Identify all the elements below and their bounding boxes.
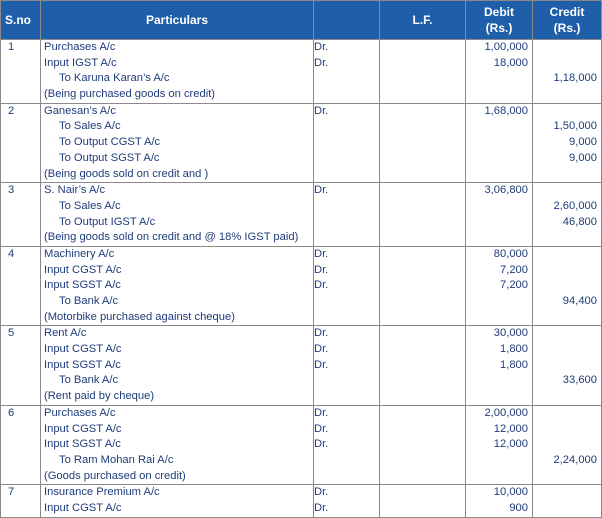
credit-amount: 9,000: [569, 136, 597, 149]
particulars-line: Insurance Premium A/c: [44, 486, 160, 499]
dr-marker: Dr.: [314, 343, 329, 356]
particulars-line: Input SGST A/c: [44, 438, 121, 451]
credit-cell: [533, 183, 602, 247]
particulars-cell: [41, 40, 314, 104]
particulars-cell: [41, 246, 314, 325]
credit-header: [533, 1, 602, 40]
lf-blank: [380, 263, 465, 279]
entry-number: 7: [8, 486, 15, 499]
entry-number-lines: [1, 40, 40, 56]
lf-blank: [380, 230, 465, 246]
entry-number-lines: [1, 104, 40, 120]
particulars-header: Particulars: [41, 1, 314, 40]
particulars-line: Purchases A/c: [44, 41, 116, 53]
narration: (Being goods sold on credit and @ 18% IGST paid): [44, 231, 299, 244]
credit-cell: [533, 246, 602, 325]
debit-amount: 10,000: [493, 486, 528, 499]
entry-number-cell: [1, 40, 41, 104]
credit-amount: [533, 104, 601, 120]
credit-amount: 33,600: [562, 374, 597, 387]
dr-marker: [314, 71, 379, 87]
dr-marker: Dr.: [314, 263, 329, 276]
table-row: [1, 40, 602, 104]
dr-marker: [314, 230, 379, 246]
debit-amount: 3,06,800: [484, 184, 528, 197]
credit-cell-lines: [533, 326, 601, 404]
debit-amount: 12,000: [493, 422, 528, 435]
lf-blank: [380, 326, 465, 342]
lf-blank: [380, 104, 465, 120]
entry-number-cell: [1, 103, 41, 182]
lf-cell: [380, 103, 466, 182]
dr-marker: [314, 135, 379, 151]
credit-cell: [533, 485, 602, 517]
lf-cell: [380, 183, 466, 247]
narration: (Being purchased goods on credit): [44, 88, 216, 101]
dr-marker: [314, 151, 379, 167]
credit-amount: 1,18,000: [553, 72, 597, 85]
debit-cell: [466, 103, 533, 182]
debit-cell: [466, 183, 533, 247]
credit-amount: 2,24,000: [553, 453, 597, 466]
dr-marker: [314, 453, 379, 469]
entry-number-lines: [1, 485, 40, 501]
debit-amount: [466, 135, 532, 151]
debit-amount: 1,800: [500, 343, 528, 356]
lf-blank: [380, 215, 465, 231]
particulars-cell-lines: [41, 406, 313, 484]
credit-cell-lines: [533, 485, 601, 516]
lf-header: L.F.: [380, 1, 466, 40]
debit-amount: 7,200: [500, 279, 528, 292]
particulars-cell-lines: [41, 485, 313, 516]
entry-number-cell: [1, 326, 41, 405]
particulars-cell: [41, 405, 314, 484]
dr-marker-cell-lines: [314, 104, 379, 182]
credit-amount: [533, 358, 601, 374]
credit-amount: [533, 310, 601, 326]
debit-amount: 12,000: [493, 438, 528, 451]
credit-amount: 46,800: [562, 215, 597, 228]
particulars-line: Input SGST A/c: [44, 358, 121, 371]
particulars-line: Rent A/c: [44, 327, 87, 340]
dr-marker-cell: [314, 405, 380, 484]
dr-marker: [314, 215, 379, 231]
particulars-cell-lines: [41, 104, 313, 182]
dr-marker-cell: [314, 246, 380, 325]
debit-amount: [466, 151, 532, 167]
credit-cell: [533, 103, 602, 182]
lf-cell: [380, 40, 466, 104]
lf-cell: [380, 246, 466, 325]
dr-marker-cell: [314, 326, 380, 405]
debit-header-label: Debit: [484, 5, 514, 19]
particulars-line: Input CGST A/c: [44, 343, 122, 356]
entry-number-lines: [1, 406, 40, 422]
dr-marker-cell-lines: [314, 247, 379, 325]
narration: (Being goods sold on credit and ): [44, 167, 209, 180]
particulars-line: Input SGST A/c: [44, 279, 121, 292]
table-row: [1, 103, 602, 182]
credit-amount: [533, 167, 601, 183]
lf-blank: [380, 247, 465, 263]
lf-blank: [380, 56, 465, 72]
dr-marker-cell: [314, 485, 380, 517]
debit-amount: [466, 230, 532, 246]
debit-amount: 900: [509, 501, 528, 514]
dr-marker: [314, 469, 379, 485]
credit-amount: [533, 342, 601, 358]
dr-marker: [314, 119, 379, 135]
dr-marker-header: [314, 1, 380, 40]
entry-number-cell: [1, 405, 41, 484]
debit-amount: [466, 294, 532, 310]
lf-blank: [380, 151, 465, 167]
particulars-line: To Sales A/c: [59, 120, 121, 133]
dr-marker: Dr.: [314, 422, 329, 435]
dr-marker: [314, 373, 379, 389]
narration: (Rent paid by cheque): [44, 390, 155, 403]
dr-marker: Dr.: [314, 247, 329, 260]
dr-marker-cell: [314, 183, 380, 247]
credit-header-unit: (Rs.): [553, 21, 581, 35]
particulars-line: Input IGST A/c: [44, 56, 117, 69]
debit-amount: 30,000: [493, 327, 528, 340]
debit-header: [466, 1, 533, 40]
particulars-cell-lines: [41, 40, 313, 103]
sno-header: S.no: [1, 1, 41, 40]
particulars-cell: [41, 326, 314, 405]
dr-marker: Dr.: [314, 358, 329, 371]
particulars-line: To Bank A/c: [59, 295, 119, 307]
debit-cell: [466, 246, 533, 325]
entry-number: 3: [8, 184, 15, 197]
debit-amount: 1,68,000: [484, 104, 528, 117]
debit-amount: [466, 389, 532, 405]
lf-blank: [380, 278, 465, 294]
dr-marker: Dr.: [314, 56, 329, 69]
credit-amount: [533, 389, 601, 405]
entry-number: 4: [8, 247, 15, 260]
particulars-cell-lines: [41, 326, 313, 404]
header-row: [1, 1, 602, 40]
lf-cell-lines: [380, 40, 465, 103]
lf-blank: [380, 167, 465, 183]
dr-marker: Dr.: [314, 41, 329, 53]
dr-marker-cell: [314, 103, 380, 182]
particulars-line: Machinery A/c: [44, 247, 115, 260]
debit-cell: [466, 326, 533, 405]
credit-cell-lines: [533, 247, 601, 325]
credit-amount: [533, 278, 601, 294]
lf-cell-lines: [380, 183, 465, 246]
particulars-line: Input CGST A/c: [44, 501, 122, 514]
lf-blank: [380, 87, 465, 103]
dr-marker: Dr.: [314, 501, 329, 514]
debit-cell: [466, 40, 533, 104]
debit-amount: 1,800: [500, 358, 528, 371]
lf-blank: [380, 135, 465, 151]
credit-cell-lines: [533, 40, 601, 103]
credit-header-label: Credit: [549, 5, 585, 19]
particulars-line: To Output IGST A/c: [59, 215, 156, 228]
particulars-cell-lines: [41, 247, 313, 325]
credit-amount: [533, 406, 601, 422]
dr-marker: [314, 167, 379, 183]
table-row: [1, 405, 602, 484]
credit-cell-lines: [533, 406, 601, 484]
lf-blank: [380, 406, 465, 422]
dr-marker: Dr.: [314, 184, 329, 197]
debit-cell-lines: [466, 247, 532, 325]
dr-marker-cell-lines: [314, 183, 379, 246]
entry-number: 6: [8, 406, 15, 419]
narration: (Goods purchased on credit): [44, 469, 186, 482]
table-row: [1, 246, 602, 325]
table-header: [1, 1, 602, 40]
lf-blank: [380, 437, 465, 453]
entry-number: 2: [8, 104, 15, 117]
dr-marker: [314, 389, 379, 405]
particulars-line: Ganesan’s A/c: [44, 104, 116, 117]
debit-cell-lines: [466, 104, 532, 182]
entry-number-lines: [1, 247, 40, 263]
lf-cell-lines: [380, 326, 465, 404]
particulars-cell: [41, 103, 314, 182]
lf-cell: [380, 326, 466, 405]
lf-blank: [380, 71, 465, 87]
particulars-cell: [41, 485, 314, 517]
credit-cell: [533, 405, 602, 484]
dr-marker-cell-lines: [314, 406, 379, 484]
credit-amount: 9,000: [569, 151, 597, 164]
dr-marker: Dr.: [314, 279, 329, 292]
credit-amount: [533, 247, 601, 263]
particulars-line: Purchases A/c: [44, 406, 116, 419]
entry-number-lines: [1, 183, 40, 199]
lf-cell: [380, 405, 466, 484]
lf-blank: [380, 422, 465, 438]
lf-blank: [380, 40, 465, 56]
lf-cell-lines: [380, 406, 465, 484]
dr-marker: [314, 294, 379, 310]
particulars-line: To Bank A/c: [59, 374, 119, 387]
table-row: [1, 485, 602, 517]
dr-marker-cell-lines: [314, 485, 379, 516]
lf-blank: [380, 501, 465, 517]
debit-cell-lines: [466, 40, 532, 103]
particulars-line: To Output CGST A/c: [59, 136, 161, 149]
entry-number-cell: [1, 485, 41, 517]
credit-cell: [533, 40, 602, 104]
debit-amount: [466, 469, 532, 485]
dr-marker: [314, 310, 379, 326]
dr-marker: [314, 199, 379, 215]
credit-amount: [533, 326, 601, 342]
credit-amount: [533, 469, 601, 485]
lf-blank: [380, 342, 465, 358]
particulars-line: To Sales A/c: [59, 199, 121, 212]
credit-amount: 1,50,000: [553, 120, 597, 133]
credit-amount: [533, 422, 601, 438]
lf-blank: [380, 310, 465, 326]
credit-amount: 2,60,000: [553, 199, 597, 212]
lf-cell-lines: [380, 104, 465, 182]
credit-amount: [533, 87, 601, 103]
dr-marker: Dr.: [314, 438, 329, 451]
dr-marker-cell-lines: [314, 326, 379, 404]
debit-amount: 1,00,000: [484, 41, 528, 53]
credit-amount: [533, 437, 601, 453]
debit-cell-lines: [466, 183, 532, 246]
debit-amount: 18,000: [493, 56, 528, 69]
lf-cell-lines: [380, 485, 465, 516]
lf-blank: [380, 294, 465, 310]
credit-amount: [533, 485, 601, 501]
dr-marker: Dr.: [314, 104, 329, 117]
credit-amount: [533, 183, 601, 199]
debit-amount: 2,00,000: [484, 406, 528, 419]
debit-cell-lines: [466, 406, 532, 484]
particulars-line: To Output SGST A/c: [59, 151, 160, 164]
lf-cell-lines: [380, 247, 465, 325]
credit-cell: [533, 326, 602, 405]
credit-amount: [533, 56, 601, 72]
debit-amount: [466, 71, 532, 87]
entry-number: 1: [8, 41, 15, 53]
credit-amount: 94,400: [562, 295, 597, 307]
lf-blank: [380, 199, 465, 215]
table-row: [1, 326, 602, 405]
particulars-cell: [41, 183, 314, 247]
debit-cell-lines: [466, 485, 532, 516]
debit-amount: [466, 373, 532, 389]
debit-cell: [466, 485, 533, 517]
dr-marker: [314, 87, 379, 103]
narration: (Motorbike purchased against cheque): [44, 310, 235, 323]
debit-amount: [466, 199, 532, 215]
dr-marker: Dr.: [314, 406, 329, 419]
debit-amount: 80,000: [493, 247, 528, 260]
credit-cell-lines: [533, 104, 601, 182]
debit-amount: [466, 310, 532, 326]
dr-marker: Dr.: [314, 486, 329, 499]
credit-amount: [533, 230, 601, 246]
lf-blank: [380, 358, 465, 374]
debit-amount: [466, 453, 532, 469]
dr-marker-cell: [314, 40, 380, 104]
lf-blank: [380, 469, 465, 485]
credit-amount: [533, 40, 601, 56]
entry-number: 5: [8, 327, 15, 340]
debit-amount: [466, 87, 532, 103]
credit-cell-lines: [533, 183, 601, 246]
lf-blank: [380, 183, 465, 199]
debit-amount: [466, 167, 532, 183]
dr-marker: Dr.: [314, 327, 329, 340]
particulars-line: S. Nair’s A/c: [44, 184, 106, 197]
credit-amount: [533, 501, 601, 517]
credit-amount: [533, 263, 601, 279]
debit-cell-lines: [466, 326, 532, 404]
particulars-line: Input CGST A/c: [44, 422, 122, 435]
debit-amount: [466, 215, 532, 231]
lf-blank: [380, 119, 465, 135]
debit-amount: [466, 119, 532, 135]
debit-amount: 7,200: [500, 263, 528, 276]
entry-number-lines: [1, 326, 40, 342]
table-row: [1, 183, 602, 247]
particulars-cell-lines: [41, 183, 313, 246]
particulars-line: To Ram Mohan Rai A/c: [59, 453, 174, 466]
lf-blank: [380, 373, 465, 389]
entry-number-cell: [1, 183, 41, 247]
lf-blank: [380, 485, 465, 501]
lf-cell: [380, 485, 466, 517]
table-body: [1, 40, 602, 518]
dr-marker-cell-lines: [314, 40, 379, 103]
particulars-line: Input CGST A/c: [44, 263, 122, 276]
particulars-line: To Karuna Karan’s A/c: [59, 72, 170, 85]
lf-blank: [380, 453, 465, 469]
lf-blank: [380, 389, 465, 405]
entry-number-cell: [1, 246, 41, 325]
debit-cell: [466, 405, 533, 484]
debit-header-unit: (Rs.): [485, 21, 513, 35]
